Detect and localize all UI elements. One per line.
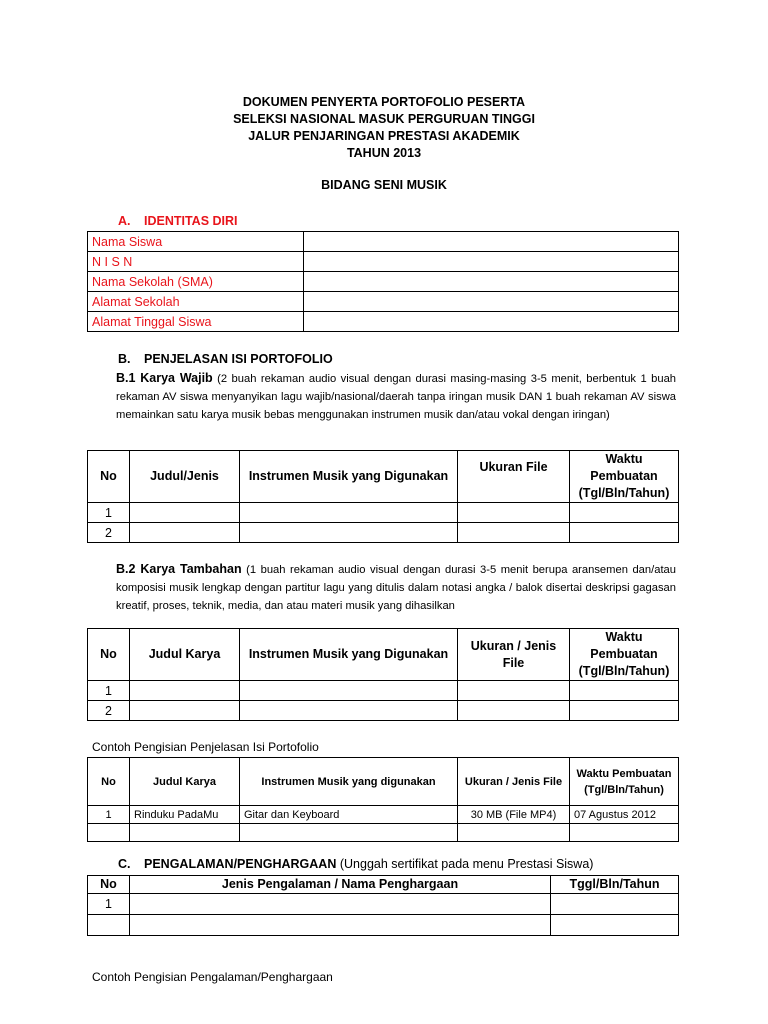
table-cell[interactable]	[130, 681, 240, 701]
field-value-cell[interactable]	[304, 232, 679, 252]
table-cell[interactable]	[570, 701, 679, 721]
field-value-cell[interactable]	[304, 312, 679, 332]
section-b-heading: B. PENJELASAN ISI PORTOFOLIO	[118, 352, 333, 366]
row-number	[88, 915, 130, 936]
example-caption: Contoh Pengisian Penjelasan Isi Portofolio	[92, 740, 319, 754]
table-header-row	[88, 876, 679, 894]
row-number: 1	[88, 503, 130, 523]
col-header: Tggl/Bln/Tahun	[551, 876, 679, 894]
b2-description	[116, 560, 676, 615]
row-number: 2	[88, 523, 130, 543]
col-header: Waktu Pembuatan (Tgl/Bln/Tahun)	[570, 629, 679, 681]
col-header: Judul Karya	[130, 629, 240, 681]
table-cell[interactable]	[240, 503, 458, 523]
table-row	[88, 252, 679, 272]
header-line-4: TAHUN 2013	[346, 146, 422, 160]
field-label: Nama Sekolah (SMA)	[88, 272, 304, 292]
example-no: 1	[88, 806, 130, 824]
table-cell[interactable]	[551, 894, 679, 915]
table-cell[interactable]	[130, 915, 551, 936]
field-label: N I S N	[88, 252, 304, 272]
table-header-row	[88, 758, 679, 806]
table-row	[88, 523, 679, 543]
table-header-row	[88, 629, 679, 681]
table-header-row	[88, 451, 679, 503]
b1-desc-text: (2 buah rekaman audio visual dengan durasi masing-masing 3-5 menit, berbentuk 1 buah rekaman AV siswa menyanyikan lagu wajib/nasional/daerah tanpa iringan musik DAN 1 buah rekaman AV siswa memainkan satu karya musik bebas menggunakan instrumen musik dan/atau vokal dengan iringan)	[116, 373, 677, 421]
table-row	[88, 292, 679, 312]
row-number: 2	[88, 701, 130, 721]
row-number: 1	[88, 681, 130, 701]
col-header: Waktu Pembuatan (Tgl/Bln/Tahun)	[570, 451, 679, 503]
col-header: Instrumen Musik yang digunakan	[240, 758, 458, 806]
table-cell[interactable]	[458, 523, 570, 543]
section-c-heading: C. PENGALAMAN/PENGHARGAAN (Unggah sertifikat pada menu Prestasi Siswa)	[118, 857, 594, 871]
col-header: No	[88, 451, 130, 503]
col-header: Judul/Jenis	[130, 451, 240, 503]
col-header: Ukuran File	[458, 451, 570, 503]
table-row	[88, 824, 679, 842]
table-cell	[458, 824, 570, 842]
field-value-cell[interactable]	[304, 272, 679, 292]
table-row	[88, 915, 679, 936]
col-header: No	[88, 758, 130, 806]
b2-title: B.2 Karya Tambahan	[116, 562, 242, 576]
col-header: Ukuran / Jenis File	[458, 758, 570, 806]
col-header: Jenis Pengalaman / Nama Penghargaan	[130, 876, 551, 894]
table-row	[88, 806, 679, 824]
table-cell[interactable]	[570, 681, 679, 701]
table-row	[88, 272, 679, 292]
identity-table	[87, 231, 679, 332]
table-cell[interactable]	[570, 523, 679, 543]
table-row	[88, 232, 679, 252]
example-waktu: 07 Agustus 2012	[570, 806, 679, 824]
col-header: Instrumen Musik yang Digunakan	[240, 451, 458, 503]
table-cell[interactable]	[570, 503, 679, 523]
document-header	[0, 94, 768, 162]
col-header: No	[88, 876, 130, 894]
header-line-2: SELEKSI NASIONAL MASUK PERGURUAN TINGGI	[233, 112, 535, 126]
table-cell[interactable]	[240, 681, 458, 701]
table-cell	[130, 824, 240, 842]
table-row	[88, 701, 679, 721]
table-row	[88, 312, 679, 332]
field-value-cell[interactable]	[304, 292, 679, 312]
table-row	[88, 681, 679, 701]
header-line-3: JALUR PENJARINGAN PRESTASI AKADEMIK	[248, 129, 520, 143]
col-header: Judul Karya	[130, 758, 240, 806]
table-cell	[570, 824, 679, 842]
col-header: No	[88, 629, 130, 681]
table-row	[88, 503, 679, 523]
example-ukuran: 30 MB (File MP4)	[458, 806, 570, 824]
field-label: Nama Siswa	[88, 232, 304, 252]
footer-caption: Contoh Pengisian Pengalaman/Penghargaan	[92, 970, 333, 984]
b2-desc-text: (1 buah rekaman audio visual dengan durasi 3-5 menit berupa aransemen dan/atau komposisi musik lengkap dengan partitur lagu yang ditulis dalam notasi angka / balok disertai deskripsi gagasan kreatif, proses, teknik, media, dan atau materi musik yang dihasilkan	[116, 564, 677, 612]
col-header: Waktu Pembuatan (Tgl/Bln/Tahun)	[570, 758, 679, 806]
col-header: Instrumen Musik yang Digunakan	[240, 629, 458, 681]
section-c-note: (Unggah sertifikat pada menu Prestasi Siswa)	[339, 857, 594, 871]
example-judul: Rinduku PadaMu	[130, 806, 240, 824]
example-instrumen: Gitar dan Keyboard	[240, 806, 458, 824]
table-cell[interactable]	[551, 915, 679, 936]
table-cell[interactable]	[130, 523, 240, 543]
karya-wajib-table	[87, 450, 679, 543]
table-cell	[88, 824, 130, 842]
table-cell[interactable]	[240, 523, 458, 543]
table-row	[88, 894, 679, 915]
b1-title: B.1 Karya Wajib	[116, 371, 213, 385]
table-cell[interactable]	[130, 701, 240, 721]
field-value-cell[interactable]	[304, 252, 679, 272]
b1-description	[116, 369, 676, 424]
karya-tambahan-table	[87, 628, 679, 721]
table-cell[interactable]	[240, 701, 458, 721]
document-subtitle: BIDANG SENI MUSIK	[321, 178, 447, 192]
table-cell[interactable]	[130, 894, 551, 915]
table-cell[interactable]	[458, 701, 570, 721]
header-line-1: DOKUMEN PENYERTA PORTOFOLIO PESERTA	[242, 95, 526, 109]
row-number: 1	[88, 894, 130, 915]
col-header: Ukuran / Jenis File	[458, 629, 570, 681]
table-cell[interactable]	[458, 503, 570, 523]
table-cell[interactable]	[458, 681, 570, 701]
section-a-heading: A. IDENTITAS DIRI	[118, 214, 238, 228]
pengalaman-table	[87, 875, 679, 936]
table-cell[interactable]	[130, 503, 240, 523]
field-label: Alamat Tinggal Siswa	[88, 312, 304, 332]
table-cell	[240, 824, 458, 842]
field-label: Alamat Sekolah	[88, 292, 304, 312]
example-table	[87, 757, 679, 842]
